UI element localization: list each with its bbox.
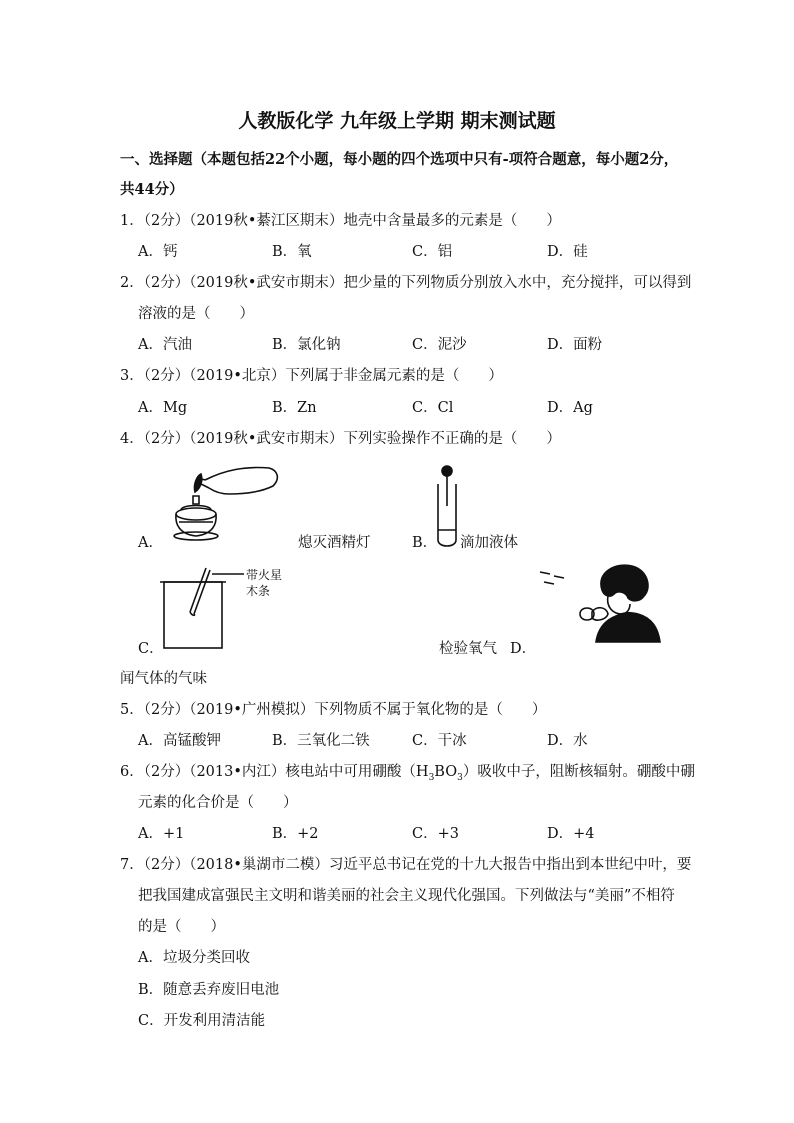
question-4-option-a[interactable]: A． — [138, 535, 163, 551]
question-3-option-d[interactable]: D．Ag — [547, 400, 593, 416]
question-7-option-a[interactable]: A．垃圾分类回收 — [138, 950, 250, 966]
question-2-option-d[interactable]: D．面粉 — [547, 337, 603, 353]
question-7-stem-line1: 7．（2分）（2018•巢湖市二模）习近平总书记在党的十九大报告中指出到本世纪中叶，要 — [120, 857, 692, 873]
question-1-option-d[interactable]: D．硅 — [547, 244, 588, 260]
question-4-option-a-caption: 熄灭酒精灯 — [298, 535, 371, 551]
question-4-option-b-caption: 滴加液体 — [460, 535, 518, 551]
section-heading-line1: 一、选择题（本题包括22个小题，每小题的四个选项中只有-项符合题意，每小题2分， — [120, 151, 679, 168]
question-1-stem: 1．（2分）（2019秋•綦江区期末）地壳中含量最多的元素是（ ） — [120, 213, 561, 229]
question-2-stem-line1: 2．（2分）（2019秋•武安市期末）把少量的下列物质分别放入水中，充分搅拌，可以得到 — [120, 275, 692, 291]
question-3-option-a[interactable]: A．Mg — [138, 400, 188, 416]
question-5-option-c[interactable]: C．干冰 — [412, 733, 467, 749]
question-7-stem-line3: 的是（ ） — [138, 919, 225, 935]
question-4-option-b[interactable]: B． — [412, 535, 438, 551]
question-4-option-d[interactable]: D． — [510, 641, 537, 657]
question-7-option-b[interactable]: B．随意丢弃废旧电池 — [138, 982, 280, 998]
question-2-option-b[interactable]: B．氯化钠 — [272, 337, 341, 353]
splint-label-line2: 木条 — [246, 584, 271, 598]
question-6-option-b[interactable]: B．+2 — [272, 826, 319, 842]
question-3-option-b[interactable]: B．Zn — [272, 400, 317, 416]
question-4-option-d-caption: 闻气体的气味 — [120, 671, 207, 687]
question-6-sub1: 3 — [428, 772, 435, 783]
question-5-option-d[interactable]: D．水 — [547, 733, 588, 749]
question-6-option-a[interactable]: A．+1 — [138, 826, 185, 842]
question-7-stem-line2: 把我国建成富强民主文明和谐美丽的社会主义现代化强国。下列做法与“美丽”不相符 — [138, 888, 675, 904]
question-4-option-c[interactable]: C． — [138, 641, 164, 657]
question-3-stem: 3．（2分）（2019•北京）下列属于非金属元素的是（ ） — [120, 368, 503, 384]
question-7-option-c[interactable]: C．开发利用清洁能 — [138, 1013, 266, 1029]
question-5-stem: 5．（2分）（2019•广州模拟）下列物质不属于氧化物的是（ ） — [120, 702, 547, 718]
question-6-formula-mid: BO — [434, 764, 458, 780]
question-6-stem-post: ）吸收中子，阻断核辐射。硼酸中硼 — [462, 764, 695, 780]
question-6-sub2: 3 — [457, 772, 463, 783]
alcohol-lamp-figure — [165, 458, 285, 548]
section-heading-line2: 共44分） — [120, 181, 184, 198]
question-5-option-b[interactable]: B．三氧化二铁 — [272, 733, 370, 749]
question-2-option-a[interactable]: A．汽油 — [138, 337, 192, 353]
question-6-stem-line2: 元素的化合价是（ ） — [138, 795, 298, 811]
question-6-stem-line1 — [120, 760, 695, 783]
page-title: 人教版化学 九年级上学期 期末测试题 — [238, 110, 556, 132]
question-6-option-d[interactable]: D．+4 — [547, 826, 595, 842]
question-4-option-c-caption: 检验氧气 — [439, 641, 497, 657]
question-1-option-a[interactable]: A．钙 — [138, 244, 178, 260]
smell-gas-figure — [536, 562, 666, 648]
question-2-stem-line2: 溶液的是（ ） — [138, 306, 254, 322]
question-1-option-c[interactable]: C．铝 — [412, 244, 453, 260]
question-1-option-b[interactable]: B．氧 — [272, 244, 312, 260]
question-5-option-a[interactable]: A．高锰酸钾 — [138, 733, 221, 749]
question-6-stem-pre: 6．（2分）（2013•内江）核电站中可用硼酸（H — [120, 764, 429, 780]
question-3-option-c[interactable]: C．Cl — [412, 400, 454, 416]
question-2-option-c[interactable]: C．泥沙 — [412, 337, 467, 353]
question-4-stem: 4．（2分）（2019秋•武安市期末）下列实验操作不正确的是（ ） — [120, 431, 561, 447]
question-6-option-c[interactable]: C．+3 — [412, 826, 459, 842]
splint-label-line1: 带火星 — [246, 568, 283, 582]
